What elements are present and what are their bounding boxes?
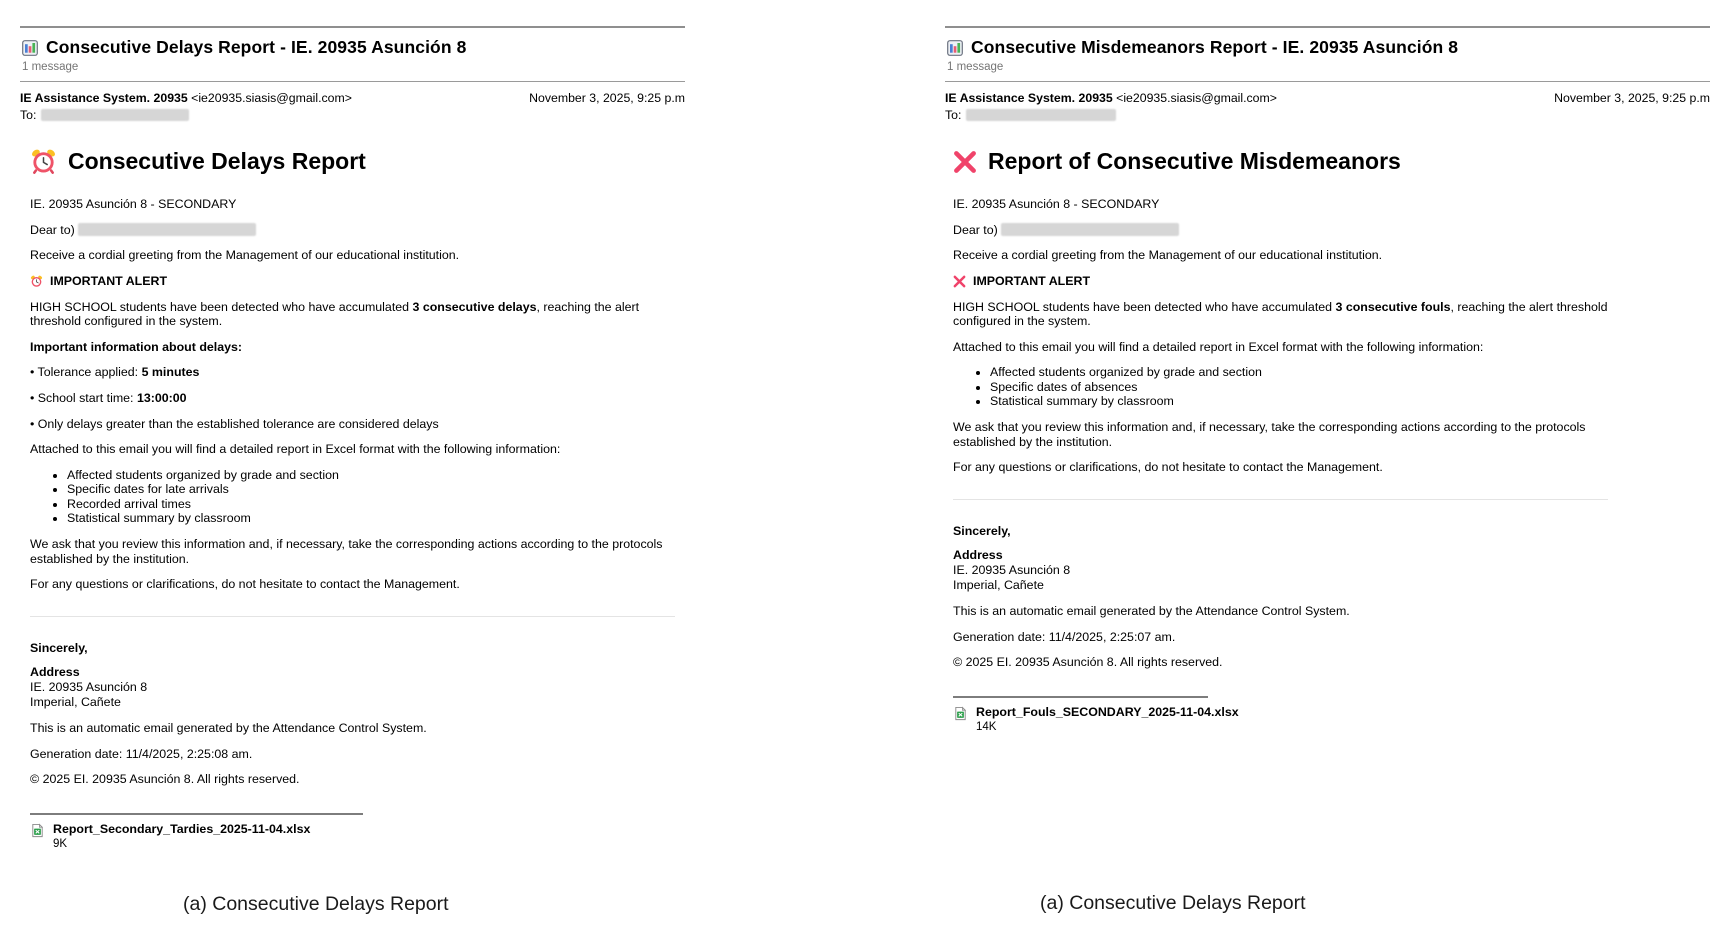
alarm-clock-icon <box>30 275 43 288</box>
alert-paragraph: HIGH SCHOOL students have been detected who have accumulated 3 consecutive delays, reaching the alert threshold configured in the system. <box>30 299 640 329</box>
header-divider <box>20 81 685 82</box>
sender-row <box>945 91 1710 105</box>
info-item-tolerance-note: • Only delays greater than the established tolerance are considered delays <box>30 416 439 431</box>
report-heading <box>30 148 675 175</box>
attachment[interactable] <box>953 705 1608 733</box>
to-label: To: <box>20 108 37 122</box>
list-item: • Affected students organized by grade and section <box>990 365 1608 380</box>
sender-name: IE Assistance System. 20935 <box>945 91 1113 105</box>
report-heading-text: Consecutive Delays Report <box>68 148 366 174</box>
report-contents-list <box>30 468 675 526</box>
info-item-start-time: • School start time: 13:00:00 <box>30 391 187 405</box>
salutation <box>953 223 1608 238</box>
questions-line: For any questions or clarifications, do not hesitate to contact the Management. <box>953 460 1383 475</box>
bar-chart-icon <box>947 40 963 56</box>
automatic-email-note: This is an automatic email generated by the Attendance Control System. <box>953 604 1350 619</box>
report-heading-text: Report of Consecutive Misdemeanors <box>988 148 1401 174</box>
email-body <box>20 148 675 850</box>
attached-line: Attached to this email you will find a detailed report in Excel format with the following information: <box>953 339 1484 354</box>
attachment-filename[interactable]: Report_Fouls_SECONDARY_2025-11-04.xlsx <box>976 704 1239 719</box>
info-item-tolerance: • Tolerance applied: 5 minutes <box>30 365 200 380</box>
bar-chart-icon <box>22 40 38 56</box>
salutation-text: Dear to) <box>953 222 998 237</box>
sincerely: Sincerely, <box>30 640 88 655</box>
redacted-name <box>1001 223 1179 236</box>
subject-row <box>947 37 1710 58</box>
attachment-info <box>976 705 1239 733</box>
attachment-info <box>53 822 310 850</box>
sender-email: <ie20935.siasis@gmail.com> <box>1116 91 1277 105</box>
excel-file-icon <box>953 705 968 721</box>
greeting: Receive a cordial greeting from the Management of our educational institution. <box>953 248 1383 263</box>
attachment-divider <box>30 813 363 815</box>
address-line: IE. 20935 Asunción 8 <box>953 563 1071 578</box>
cross-mark-icon <box>953 150 977 174</box>
header-divider <box>945 81 1710 82</box>
figure-caption-right: (a) Consecutive Delays Report <box>1040 892 1306 914</box>
excel-file-icon <box>30 822 45 838</box>
school-line: IE. 20935 Asunción 8 - SECONDARY <box>953 197 1160 211</box>
list-item: • Statistical summary by classroom <box>67 511 675 526</box>
generation-date: Generation date: 11/4/2025, 2:25:08 am. <box>30 746 253 761</box>
copyright: © 2025 EI. 20935 Asunción 8. All rights reserved. <box>30 772 300 787</box>
automatic-email-note: This is an automatic email generated by the Attendance Control System. <box>30 721 427 736</box>
section-divider <box>953 499 1608 500</box>
generation-date: Generation date: 11/4/2025, 2:25:07 am. <box>953 629 1176 644</box>
sender-name: IE Assistance System. 20935 <box>20 91 188 105</box>
copyright: © 2025 EI. 20935 Asunción 8. All rights reserved. <box>953 655 1223 670</box>
alarm-clock-icon <box>30 148 57 175</box>
attachment-size: 14K <box>976 720 997 733</box>
attachment-filename[interactable]: Report_Secondary_Tardies_2025-11-04.xlsx <box>53 821 311 836</box>
report-contents-list <box>953 365 1608 409</box>
email-subject: Consecutive Misdemeanors Report - IE. 20935 Asunción 8 <box>971 37 1459 57</box>
address-line: IE. 20935 Asunción 8 <box>30 680 148 695</box>
salutation-text: Dear to) <box>30 222 75 237</box>
figure-caption-left: (a) Consecutive Delays Report <box>183 893 449 915</box>
alert-paragraph: HIGH SCHOOL students have been detected who have accumulated 3 consecutive fouls, reaching the alert threshold configured in the system. <box>953 299 1608 329</box>
address-line: Imperial, Cañete <box>953 578 1044 593</box>
attachment[interactable] <box>30 822 675 850</box>
info-title: Important information about delays: <box>30 339 243 354</box>
greeting: Receive a cordial greeting from the Management of our educational institution. <box>30 248 460 263</box>
school-line: IE. 20935 Asunción 8 - SECONDARY <box>30 197 237 211</box>
list-item: • Recorded arrival times <box>67 497 675 512</box>
to-row <box>945 108 1710 122</box>
attached-line: Attached to this email you will find a detailed report in Excel format with the following information: <box>30 442 561 457</box>
list-item: • Affected students organized by grade and section <box>67 468 675 483</box>
email-subject: Consecutive Delays Report - IE. 20935 Asunción 8 <box>46 37 467 57</box>
salutation <box>30 223 675 238</box>
important-alert <box>30 274 675 289</box>
report-heading <box>953 148 1608 175</box>
email-message-misdemeanors <box>945 26 1710 733</box>
list-item: • Statistical summary by classroom <box>990 394 1608 409</box>
address-line: Imperial, Cañete <box>30 695 121 710</box>
message-count: 1 message <box>22 61 79 73</box>
email-body <box>945 148 1608 733</box>
to-row <box>20 108 685 122</box>
attachment-divider <box>953 696 1208 698</box>
address-block <box>953 549 1608 593</box>
sender-email: <ie20935.siasis@gmail.com> <box>191 91 352 105</box>
important-alert-label: IMPORTANT ALERT <box>973 273 1091 288</box>
cross-mark-icon <box>953 275 966 288</box>
email-message-delays <box>20 26 685 850</box>
review-line: We ask that you review this information and, if necessary, take the corresponding actions according to the protocols established by the institution. <box>30 536 663 566</box>
attachment-size: 9K <box>53 837 68 850</box>
subject-row <box>22 37 685 58</box>
redacted-name <box>78 223 256 236</box>
redacted-recipient <box>966 109 1116 121</box>
list-item: • Specific dates of absences <box>990 380 1608 395</box>
review-line: We ask that you review this information and, if necessary, take the corresponding actions according to the protocols established by the institution. <box>953 419 1586 449</box>
important-alert <box>953 274 1608 289</box>
section-divider <box>30 616 675 617</box>
email-date: November 3, 2025, 9:25 p.m <box>1554 91 1710 105</box>
sender <box>945 91 1277 105</box>
sender <box>20 91 352 105</box>
to-label: To: <box>945 108 962 122</box>
address-block <box>30 666 675 710</box>
address-label: Address <box>30 665 80 680</box>
sender-row <box>20 91 685 105</box>
email-date: November 3, 2025, 9:25 p.m <box>529 91 685 105</box>
questions-line: For any questions or clarifications, do not hesitate to contact the Management. <box>30 577 460 592</box>
message-count: 1 message <box>947 61 1004 73</box>
important-alert-label: IMPORTANT ALERT <box>50 273 168 288</box>
redacted-recipient <box>41 109 189 121</box>
sincerely: Sincerely, <box>953 523 1011 538</box>
list-item: • Specific dates for late arrivals <box>67 482 675 497</box>
address-label: Address <box>953 548 1003 563</box>
